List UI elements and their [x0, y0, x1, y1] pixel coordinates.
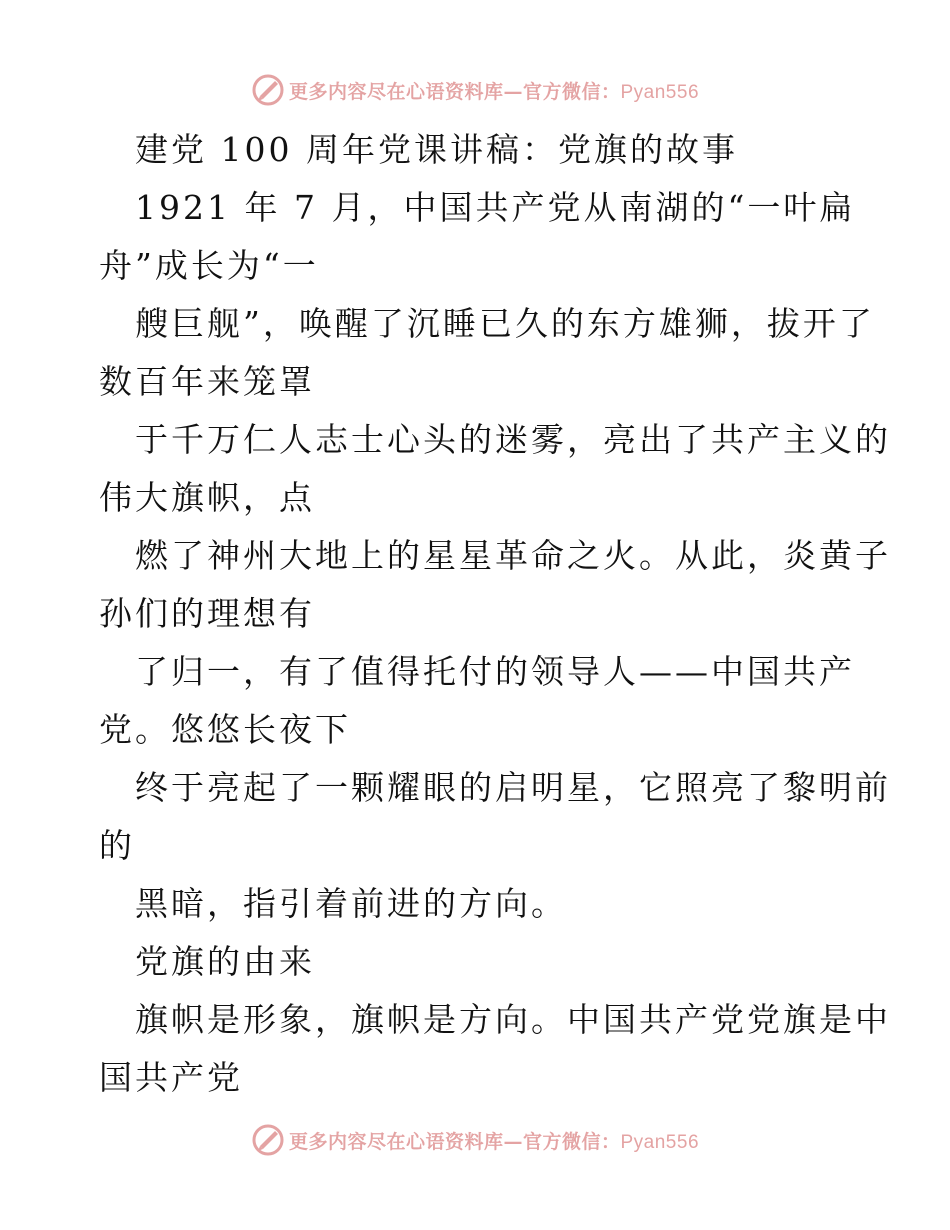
paragraph-line: 党。悠悠长夜下	[99, 710, 351, 749]
watermark-footer-inner	[251, 1123, 699, 1157]
watermark-header-inner	[251, 73, 699, 107]
paragraph-line: 舟”成长为“一	[99, 246, 319, 285]
watermark-footer-handle: Pyan556	[620, 1131, 700, 1153]
section-heading: 党旗的由来	[135, 942, 315, 981]
paragraph-line: 数百年来笼罩	[99, 362, 315, 401]
brand-logo-icon	[251, 1123, 285, 1157]
paragraph-line: 1921 年 7 月，中国共产党从南湖的“一叶扁	[135, 188, 856, 227]
document-body	[99, 121, 899, 1107]
watermark-header	[0, 70, 950, 110]
document-title: 建党 100 周年党课讲稿：党旗的故事	[135, 130, 738, 169]
paragraph-line: 于千万仁人志士心头的迷雾，亮出了共产主义的	[135, 420, 891, 459]
paragraph-line: 终于亮起了一颗耀眼的启明星，它照亮了黎明前	[135, 768, 891, 807]
paragraph-line: 燃了神州大地上的星星革命之火。从此，炎黄子	[135, 536, 891, 575]
watermark-header-handle: Pyan556	[620, 81, 700, 103]
paragraph-line: 艘巨舰”，唤醒了沉睡已久的东方雄狮，拔开了	[135, 304, 875, 343]
paragraph-line: 黑暗，指引着前进的方向。	[135, 884, 567, 923]
watermark-footer-cn: 更多内容尽在心语资料库—官方微信：	[288, 1130, 621, 1153]
paragraph-line: 伟大旗帜，点	[99, 478, 315, 517]
paragraph-line: 国共产党	[99, 1058, 243, 1097]
brand-logo-icon	[251, 73, 285, 107]
paragraph-line: 孙们的理想有	[99, 594, 315, 633]
watermark-header-cn: 更多内容尽在心语资料库—官方微信：	[288, 80, 621, 103]
watermark-footer	[0, 1120, 950, 1160]
watermark-header-text	[289, 77, 699, 104]
paragraph-line: 旗帜是形象，旗帜是方向。中国共产党党旗是中	[135, 1000, 891, 1039]
paragraph-line: 的	[99, 826, 135, 865]
watermark-footer-text	[289, 1127, 699, 1154]
paragraph-line: 了归一，有了值得托付的领导人——中国共产	[135, 652, 855, 691]
